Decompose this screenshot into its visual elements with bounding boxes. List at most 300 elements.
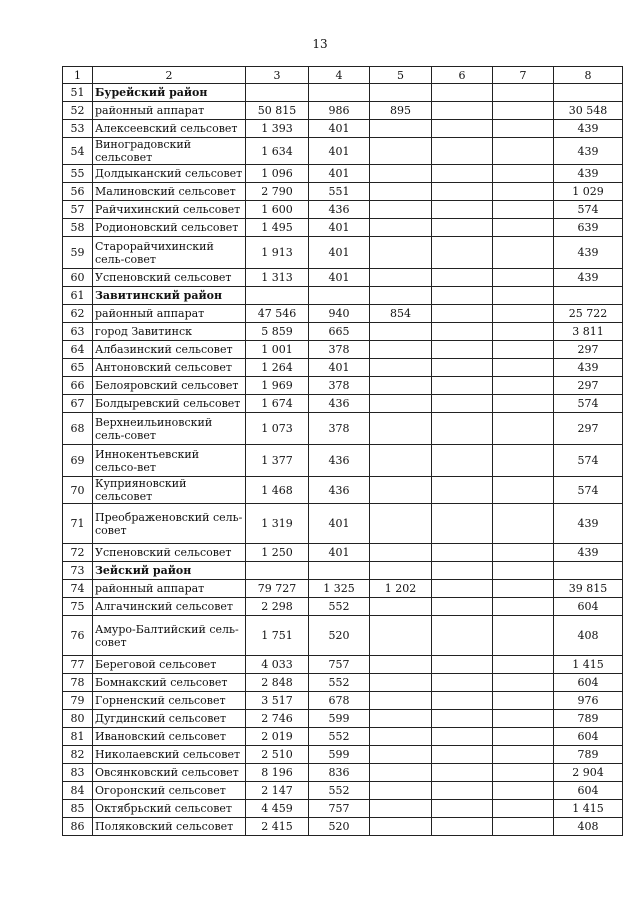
- row-name: Старорайчихинский сель-совет: [93, 237, 246, 269]
- row-name: Болдыревский сельсовет: [93, 395, 246, 413]
- cell-col-7: [493, 201, 554, 219]
- cell-col-6: [432, 800, 493, 818]
- cell-col-3: 50 815: [246, 102, 309, 120]
- cell-col-4: 401: [309, 219, 370, 237]
- cell-col-6: [432, 165, 493, 183]
- cell-col-7: [493, 377, 554, 395]
- table-row: [63, 323, 623, 341]
- cell-col-8: 574: [554, 477, 623, 504]
- cell-col-6: [432, 341, 493, 359]
- cell-col-3: 2 298: [246, 598, 309, 616]
- cell-col-3: 2 848: [246, 674, 309, 692]
- table-row: [63, 183, 623, 201]
- cell-col-3: 2 790: [246, 183, 309, 201]
- row-number: 59: [63, 237, 93, 269]
- cell-col-5: [370, 598, 432, 616]
- cell-col-8: 439: [554, 165, 623, 183]
- cell-col-6: [432, 562, 493, 580]
- row-number: 60: [63, 269, 93, 287]
- cell-col-4: [309, 84, 370, 102]
- cell-col-4: 940: [309, 305, 370, 323]
- table-row: [63, 102, 623, 120]
- cell-col-7: [493, 562, 554, 580]
- cell-col-3: 1 250: [246, 544, 309, 562]
- cell-col-8: 408: [554, 616, 623, 656]
- row-number: 62: [63, 305, 93, 323]
- cell-col-5: 854: [370, 305, 432, 323]
- row-name: Куприяновский сельсовет: [93, 477, 246, 504]
- cell-col-3: 1 751: [246, 616, 309, 656]
- cell-col-8: 439: [554, 138, 623, 165]
- cell-col-6: [432, 764, 493, 782]
- row-number: 85: [63, 800, 93, 818]
- column-header: 8: [554, 67, 623, 84]
- row-name: Верхнеильиновский сель-совет: [93, 413, 246, 445]
- column-header: 4: [309, 67, 370, 84]
- row-number: 58: [63, 219, 93, 237]
- cell-col-8: 1 415: [554, 800, 623, 818]
- cell-col-4: 552: [309, 728, 370, 746]
- budget-table: [62, 66, 623, 836]
- cell-col-6: [432, 656, 493, 674]
- cell-col-4: 378: [309, 341, 370, 359]
- cell-col-8: 439: [554, 120, 623, 138]
- cell-col-6: [432, 201, 493, 219]
- row-number: 69: [63, 445, 93, 477]
- cell-col-4: 436: [309, 395, 370, 413]
- cell-col-8: 408: [554, 818, 623, 836]
- table-row: [63, 782, 623, 800]
- cell-col-8: 574: [554, 445, 623, 477]
- cell-col-4: 678: [309, 692, 370, 710]
- cell-col-3: 1 096: [246, 165, 309, 183]
- cell-col-8: 976: [554, 692, 623, 710]
- table-row: [63, 746, 623, 764]
- cell-col-6: [432, 413, 493, 445]
- cell-col-3: 2 415: [246, 818, 309, 836]
- row-name: районный аппарат: [93, 305, 246, 323]
- table-row: [63, 674, 623, 692]
- cell-col-3: 47 546: [246, 305, 309, 323]
- table-row: [63, 341, 623, 359]
- cell-col-3: 2 746: [246, 710, 309, 728]
- row-number: 78: [63, 674, 93, 692]
- cell-col-7: [493, 710, 554, 728]
- cell-col-8: 439: [554, 237, 623, 269]
- cell-col-5: [370, 746, 432, 764]
- cell-col-6: [432, 138, 493, 165]
- row-name: Антоновский сельсовет: [93, 359, 246, 377]
- cell-col-7: [493, 692, 554, 710]
- column-header: 1: [63, 67, 93, 84]
- cell-col-3: 1 393: [246, 120, 309, 138]
- cell-col-4: 401: [309, 544, 370, 562]
- cell-col-6: [432, 692, 493, 710]
- table-row: [63, 219, 623, 237]
- cell-col-8: 1 415: [554, 656, 623, 674]
- row-number: 66: [63, 377, 93, 395]
- cell-col-5: [370, 728, 432, 746]
- table-body: [63, 67, 623, 836]
- row-name: город Завитинск: [93, 323, 246, 341]
- row-name: Родионовский сельсовет: [93, 219, 246, 237]
- cell-col-6: [432, 504, 493, 544]
- cell-col-5: 1 202: [370, 580, 432, 598]
- table-row: [63, 138, 623, 165]
- row-number: 70: [63, 477, 93, 504]
- cell-col-5: [370, 656, 432, 674]
- cell-col-6: [432, 728, 493, 746]
- cell-col-4: 520: [309, 818, 370, 836]
- cell-col-3: 1 468: [246, 477, 309, 504]
- cell-col-7: [493, 477, 554, 504]
- cell-col-7: [493, 598, 554, 616]
- page-number: 13: [312, 37, 328, 51]
- cell-col-7: [493, 269, 554, 287]
- row-number: 74: [63, 580, 93, 598]
- cell-col-8: 439: [554, 544, 623, 562]
- row-name: Зейский район: [93, 562, 246, 580]
- cell-col-6: [432, 84, 493, 102]
- cell-col-4: 401: [309, 269, 370, 287]
- column-header: 6: [432, 67, 493, 84]
- row-number: 77: [63, 656, 93, 674]
- cell-col-4: 520: [309, 616, 370, 656]
- row-number: 79: [63, 692, 93, 710]
- cell-col-5: [370, 219, 432, 237]
- row-name: Райчихинский сельсовет: [93, 201, 246, 219]
- cell-col-4: 436: [309, 477, 370, 504]
- column-header: 2: [93, 67, 246, 84]
- cell-col-4: 552: [309, 782, 370, 800]
- cell-col-4: 757: [309, 800, 370, 818]
- row-number: 54: [63, 138, 93, 165]
- cell-col-7: [493, 782, 554, 800]
- cell-col-7: [493, 219, 554, 237]
- cell-col-3: 4 033: [246, 656, 309, 674]
- row-name: Иннокентьевский сельсо-вет: [93, 445, 246, 477]
- row-name: Виноградовский сельсовет: [93, 138, 246, 165]
- cell-col-3: 1 264: [246, 359, 309, 377]
- table-row: [63, 544, 623, 562]
- cell-col-8: [554, 562, 623, 580]
- cell-col-5: [370, 138, 432, 165]
- cell-col-3: 1 634: [246, 138, 309, 165]
- column-header: 7: [493, 67, 554, 84]
- cell-col-5: [370, 562, 432, 580]
- cell-col-5: [370, 183, 432, 201]
- cell-col-5: [370, 674, 432, 692]
- cell-col-8: 25 722: [554, 305, 623, 323]
- row-number: 51: [63, 84, 93, 102]
- cell-col-8: 789: [554, 746, 623, 764]
- cell-col-6: [432, 598, 493, 616]
- row-name: Поляковский сельсовет: [93, 818, 246, 836]
- cell-col-7: [493, 728, 554, 746]
- cell-col-5: [370, 201, 432, 219]
- table-row: [63, 692, 623, 710]
- row-name: Ивановский сельсовет: [93, 728, 246, 746]
- cell-col-7: [493, 445, 554, 477]
- table-row: [63, 165, 623, 183]
- row-number: 55: [63, 165, 93, 183]
- row-number: 81: [63, 728, 93, 746]
- cell-col-4: 378: [309, 377, 370, 395]
- row-name: Бурейский район: [93, 84, 246, 102]
- row-name: Преображеновский сель-совет: [93, 504, 246, 544]
- row-number: 72: [63, 544, 93, 562]
- row-name: Успеновский сельсовет: [93, 269, 246, 287]
- cell-col-3: 1 073: [246, 413, 309, 445]
- cell-col-4: [309, 287, 370, 305]
- cell-col-8: 297: [554, 413, 623, 445]
- cell-col-4: 401: [309, 120, 370, 138]
- cell-col-6: [432, 287, 493, 305]
- cell-col-8: 3 811: [554, 323, 623, 341]
- cell-col-3: 2 510: [246, 746, 309, 764]
- cell-col-7: [493, 413, 554, 445]
- cell-col-8: 439: [554, 504, 623, 544]
- row-name: Бомнакский сельсовет: [93, 674, 246, 692]
- cell-col-3: 3 517: [246, 692, 309, 710]
- column-header: 3: [246, 67, 309, 84]
- row-number: 71: [63, 504, 93, 544]
- cell-col-3: 2 147: [246, 782, 309, 800]
- row-number: 86: [63, 818, 93, 836]
- cell-col-6: [432, 544, 493, 562]
- table-row: [63, 710, 623, 728]
- cell-col-5: [370, 764, 432, 782]
- row-number: 53: [63, 120, 93, 138]
- cell-col-7: [493, 323, 554, 341]
- row-name: Долдыканский сельсовет: [93, 165, 246, 183]
- row-number: 83: [63, 764, 93, 782]
- section-row: [63, 287, 623, 305]
- cell-col-6: [432, 445, 493, 477]
- cell-col-6: [432, 237, 493, 269]
- cell-col-4: 665: [309, 323, 370, 341]
- table-row: [63, 728, 623, 746]
- table-row: [63, 413, 623, 445]
- table-row: [63, 818, 623, 836]
- cell-col-4: 757: [309, 656, 370, 674]
- row-number: 52: [63, 102, 93, 120]
- row-number: 76: [63, 616, 93, 656]
- cell-col-6: [432, 359, 493, 377]
- table-row: [63, 395, 623, 413]
- cell-col-4: 836: [309, 764, 370, 782]
- row-name: Николаевский сельсовет: [93, 746, 246, 764]
- cell-col-8: 39 815: [554, 580, 623, 598]
- table-row: [63, 445, 623, 477]
- cell-col-7: [493, 237, 554, 269]
- table-row: [63, 269, 623, 287]
- cell-col-5: [370, 477, 432, 504]
- table-row: [63, 656, 623, 674]
- cell-col-3: 2 019: [246, 728, 309, 746]
- cell-col-5: [370, 800, 432, 818]
- cell-col-5: [370, 269, 432, 287]
- row-number: 65: [63, 359, 93, 377]
- row-number: 68: [63, 413, 93, 445]
- cell-col-5: [370, 782, 432, 800]
- cell-col-8: 297: [554, 341, 623, 359]
- cell-col-8: 604: [554, 674, 623, 692]
- cell-col-4: 599: [309, 746, 370, 764]
- row-name: районный аппарат: [93, 580, 246, 598]
- row-number: 61: [63, 287, 93, 305]
- cell-col-8: 1 029: [554, 183, 623, 201]
- cell-col-4: 552: [309, 598, 370, 616]
- cell-col-7: [493, 120, 554, 138]
- cell-col-4: 599: [309, 710, 370, 728]
- table-row: [63, 764, 623, 782]
- cell-col-6: [432, 269, 493, 287]
- cell-col-3: 79 727: [246, 580, 309, 598]
- row-name: Алгачинский сельсовет: [93, 598, 246, 616]
- cell-col-3: 4 459: [246, 800, 309, 818]
- cell-col-5: [370, 413, 432, 445]
- cell-col-7: [493, 818, 554, 836]
- cell-col-4: 401: [309, 165, 370, 183]
- row-number: 57: [63, 201, 93, 219]
- cell-col-7: [493, 183, 554, 201]
- cell-col-5: [370, 323, 432, 341]
- cell-col-4: 378: [309, 413, 370, 445]
- cell-col-3: 1 001: [246, 341, 309, 359]
- table-row: [63, 237, 623, 269]
- cell-col-7: [493, 84, 554, 102]
- cell-col-5: [370, 84, 432, 102]
- cell-col-3: 1 319: [246, 504, 309, 544]
- cell-col-3: 1 913: [246, 237, 309, 269]
- row-number: 56: [63, 183, 93, 201]
- cell-col-8: 789: [554, 710, 623, 728]
- cell-col-7: [493, 287, 554, 305]
- cell-col-5: [370, 445, 432, 477]
- cell-col-4: 986: [309, 102, 370, 120]
- table-row: [63, 598, 623, 616]
- row-number: 73: [63, 562, 93, 580]
- cell-col-8: 639: [554, 219, 623, 237]
- cell-col-6: [432, 782, 493, 800]
- cell-col-4: 401: [309, 237, 370, 269]
- cell-col-6: [432, 183, 493, 201]
- row-name: Завитинский район: [93, 287, 246, 305]
- row-name: Успеновский сельсовет: [93, 544, 246, 562]
- cell-col-5: 895: [370, 102, 432, 120]
- cell-col-7: [493, 504, 554, 544]
- row-number: 75: [63, 598, 93, 616]
- cell-col-4: 551: [309, 183, 370, 201]
- cell-col-4: 436: [309, 445, 370, 477]
- cell-col-6: [432, 477, 493, 504]
- row-name: Октябрьский сельсовет: [93, 800, 246, 818]
- cell-col-8: 574: [554, 395, 623, 413]
- cell-col-7: [493, 102, 554, 120]
- cell-col-8: 604: [554, 782, 623, 800]
- cell-col-8: 604: [554, 598, 623, 616]
- row-number: 63: [63, 323, 93, 341]
- cell-col-5: [370, 395, 432, 413]
- cell-col-3: 8 196: [246, 764, 309, 782]
- table-row: [63, 201, 623, 219]
- cell-col-3: 1 313: [246, 269, 309, 287]
- cell-col-8: 574: [554, 201, 623, 219]
- cell-col-7: [493, 138, 554, 165]
- cell-col-5: [370, 165, 432, 183]
- section-row: [63, 562, 623, 580]
- cell-col-3: 1 495: [246, 219, 309, 237]
- row-number: 64: [63, 341, 93, 359]
- cell-col-8: 439: [554, 269, 623, 287]
- cell-col-6: [432, 305, 493, 323]
- row-name: Малиновский сельсовет: [93, 183, 246, 201]
- cell-col-3: 1 969: [246, 377, 309, 395]
- row-number: 84: [63, 782, 93, 800]
- cell-col-7: [493, 305, 554, 323]
- row-name: Горненский сельсовет: [93, 692, 246, 710]
- cell-col-5: [370, 341, 432, 359]
- cell-col-5: [370, 287, 432, 305]
- row-name: районный аппарат: [93, 102, 246, 120]
- row-name: Береговой сельсовет: [93, 656, 246, 674]
- cell-col-8: [554, 84, 623, 102]
- table-row: [63, 800, 623, 818]
- table-row: [63, 305, 623, 323]
- row-name: Огоронский сельсовет: [93, 782, 246, 800]
- cell-col-5: [370, 504, 432, 544]
- cell-col-6: [432, 616, 493, 656]
- table-row: [63, 616, 623, 656]
- table-row: [63, 377, 623, 395]
- cell-col-8: 297: [554, 377, 623, 395]
- table-row: [63, 580, 623, 598]
- table-row: [63, 504, 623, 544]
- cell-col-4: 552: [309, 674, 370, 692]
- row-name: Овсянковский сельсовет: [93, 764, 246, 782]
- cell-col-7: [493, 616, 554, 656]
- cell-col-3: [246, 287, 309, 305]
- cell-col-4: 401: [309, 138, 370, 165]
- cell-col-3: [246, 562, 309, 580]
- cell-col-6: [432, 674, 493, 692]
- cell-col-7: [493, 580, 554, 598]
- section-row: [63, 84, 623, 102]
- cell-col-6: [432, 377, 493, 395]
- row-number: 80: [63, 710, 93, 728]
- cell-col-6: [432, 102, 493, 120]
- cell-col-8: 30 548: [554, 102, 623, 120]
- cell-col-5: [370, 818, 432, 836]
- cell-col-6: [432, 580, 493, 598]
- cell-col-7: [493, 341, 554, 359]
- cell-col-4: 1 325: [309, 580, 370, 598]
- cell-col-5: [370, 616, 432, 656]
- row-number: 67: [63, 395, 93, 413]
- cell-col-8: 2 904: [554, 764, 623, 782]
- cell-col-3: 1 600: [246, 201, 309, 219]
- cell-col-5: [370, 692, 432, 710]
- cell-col-6: [432, 219, 493, 237]
- cell-col-4: 401: [309, 504, 370, 544]
- cell-col-7: [493, 764, 554, 782]
- cell-col-6: [432, 746, 493, 764]
- cell-col-5: [370, 120, 432, 138]
- cell-col-4: [309, 562, 370, 580]
- cell-col-4: 401: [309, 359, 370, 377]
- cell-col-3: 5 859: [246, 323, 309, 341]
